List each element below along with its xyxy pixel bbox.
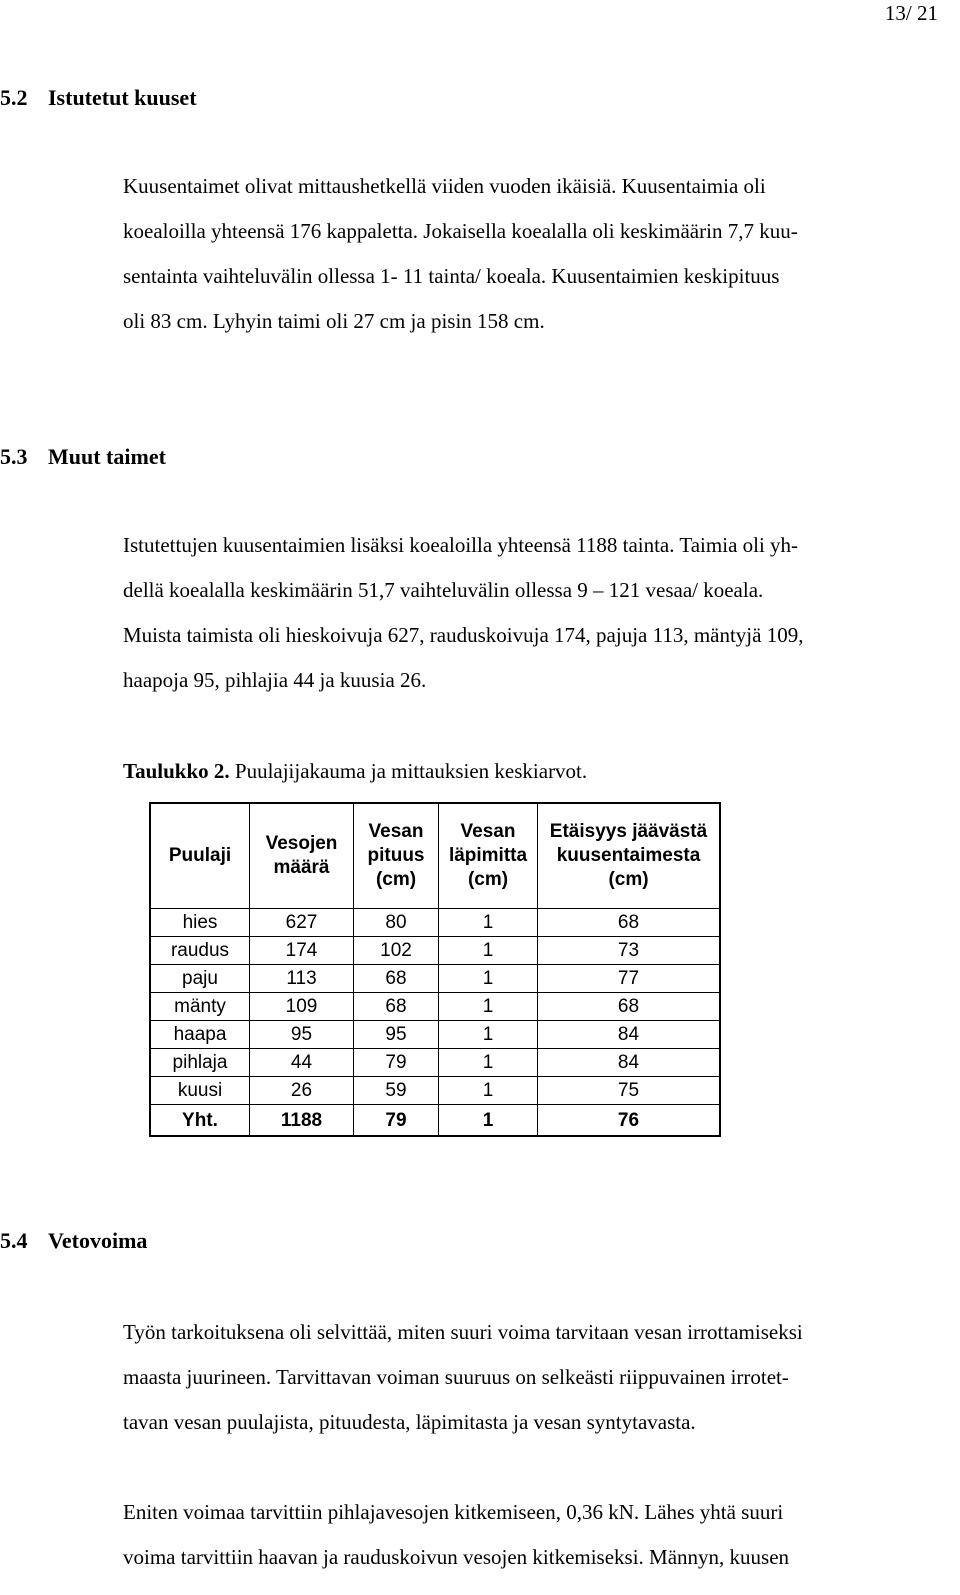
- table-cell: mänty: [150, 993, 250, 1021]
- text-line: Eniten voimaa tarvittiin pihlajavesojen kitkemiseen, 0,36 kN. Lähes yhtä suuri: [123, 1500, 784, 1524]
- table-header-row: [150, 803, 720, 909]
- section-number: 5.3: [0, 444, 28, 469]
- table-cell: 95: [250, 1021, 354, 1049]
- table-cell: hies: [150, 909, 250, 937]
- paragraph-5-4-1: [123, 1310, 953, 1445]
- text-line: dellä koealalla keskimäärin 51,7 vaihteluvälin ollessa 9 – 121 vesaa/ koeala.: [123, 578, 764, 602]
- table-cell: 59: [354, 1077, 439, 1105]
- text-line: maasta juurineen. Tarvittavan voiman suuruus on selkeästi riippuvainen irrotet-: [123, 1365, 789, 1389]
- table-cell: 1: [439, 1077, 538, 1105]
- column-header: Puulaji: [150, 803, 250, 909]
- table-row: [150, 1077, 720, 1105]
- section-title: Istutetut kuuset: [48, 85, 197, 110]
- table-cell: 84: [538, 1049, 721, 1077]
- table-cell: 1: [439, 1105, 538, 1137]
- table-cell: raudus: [150, 937, 250, 965]
- section-heading-5-2: [0, 84, 197, 112]
- table-cell: 1: [439, 1021, 538, 1049]
- text-line: Kuusentaimet olivat mittaushetkellä viiden vuoden ikäisiä. Kuusentaimia oli: [123, 174, 766, 198]
- column-header: Vesan läpimitta (cm): [439, 803, 538, 909]
- table-caption-label: Taulukko 2.: [123, 759, 230, 783]
- table-cell: 79: [354, 1105, 439, 1137]
- table-cell: 102: [354, 937, 439, 965]
- table-cell: 95: [354, 1021, 439, 1049]
- table-cell: 109: [250, 993, 354, 1021]
- text-line: koealoilla yhteensä 176 kappaletta. Jokaisella koealalla oli keskimäärin 7,7 kuu-: [123, 219, 798, 243]
- table-cell: 44: [250, 1049, 354, 1077]
- section-number: 5.2: [0, 85, 28, 110]
- table-row: [150, 1049, 720, 1077]
- text-line: Muista taimista oli hieskoivuja 627, rauduskoivuja 174, pajuja 113, mäntyjä 109,: [123, 623, 804, 647]
- table-row: [150, 993, 720, 1021]
- table-cell: 73: [538, 937, 721, 965]
- table-cell: 1: [439, 1049, 538, 1077]
- text-line: Työn tarkoituksena oli selvittää, miten suuri voima tarvitaan vesan irrottamiseksi: [123, 1320, 803, 1344]
- table-cell: 1188: [250, 1105, 354, 1137]
- paragraph-5-4-2: [123, 1490, 953, 1580]
- table-cell: 174: [250, 937, 354, 965]
- table-cell: 68: [354, 993, 439, 1021]
- page-number: 13/ 21: [884, 1, 938, 25]
- table-cell: 113: [250, 965, 354, 993]
- text-line: sentainta vaihteluvälin ollessa 1- 11 tainta/ koeala. Kuusentaimien keskipituus: [123, 264, 780, 288]
- table-cell: 77: [538, 965, 721, 993]
- table-cell: paju: [150, 965, 250, 993]
- text-line: haapoja 95, pihlajia 44 ja kuusia 26.: [123, 668, 427, 692]
- table-cell: 76: [538, 1105, 721, 1137]
- table-cell: 26: [250, 1077, 354, 1105]
- table-cell: 627: [250, 909, 354, 937]
- section-title: Muut taimet: [48, 444, 166, 469]
- section-number: 5.4: [0, 1228, 28, 1253]
- table-caption-text: Puulajijakauma ja mittauksien keskiarvot.: [229, 759, 588, 783]
- section-title: Vetovoima: [48, 1228, 148, 1253]
- column-header: Vesan pituus (cm): [354, 803, 439, 909]
- table-cell: 1: [439, 993, 538, 1021]
- table-row: [150, 909, 720, 937]
- table-cell: 75: [538, 1077, 721, 1105]
- table-cell: 68: [354, 965, 439, 993]
- text-line: tavan vesan puulajista, pituudesta, läpimitasta ja vesan syntytavasta.: [123, 1410, 696, 1434]
- text-line: voima tarvittiin haavan ja rauduskoivun vesojen kitkemiseksi. Männyn, kuusen: [123, 1545, 790, 1569]
- table-cell: 79: [354, 1049, 439, 1077]
- table-total-row: [150, 1105, 720, 1137]
- table-cell: 84: [538, 1021, 721, 1049]
- paragraph-5-3: [123, 523, 953, 703]
- table-cell: 68: [538, 909, 721, 937]
- table-cell: 1: [439, 909, 538, 937]
- table-cell: Yht.: [150, 1105, 250, 1137]
- column-header: Vesojen määrä: [250, 803, 354, 909]
- table-cell: 68: [538, 993, 721, 1021]
- table-cell: 1: [439, 937, 538, 965]
- species-table: [149, 802, 721, 1137]
- section-heading-5-3: [0, 443, 166, 471]
- table-row: [150, 1021, 720, 1049]
- text-line: Istutettujen kuusentaimien lisäksi koealoilla yhteensä 1188 tainta. Taimia oli yh-: [123, 533, 799, 557]
- table-cell: haapa: [150, 1021, 250, 1049]
- table-caption: [123, 757, 587, 785]
- table-cell: pihlaja: [150, 1049, 250, 1077]
- paragraph-5-2: [123, 164, 953, 344]
- column-header: Etäisyys jäävästä kuusentaimesta (cm): [538, 803, 721, 909]
- table-cell: 80: [354, 909, 439, 937]
- table-cell: 1: [439, 965, 538, 993]
- table-row: [150, 937, 720, 965]
- text-line: oli 83 cm. Lyhyin taimi oli 27 cm ja pisin 158 cm.: [123, 309, 545, 333]
- section-heading-5-4: [0, 1227, 147, 1255]
- table-row: [150, 965, 720, 993]
- table-cell: kuusi: [150, 1077, 250, 1105]
